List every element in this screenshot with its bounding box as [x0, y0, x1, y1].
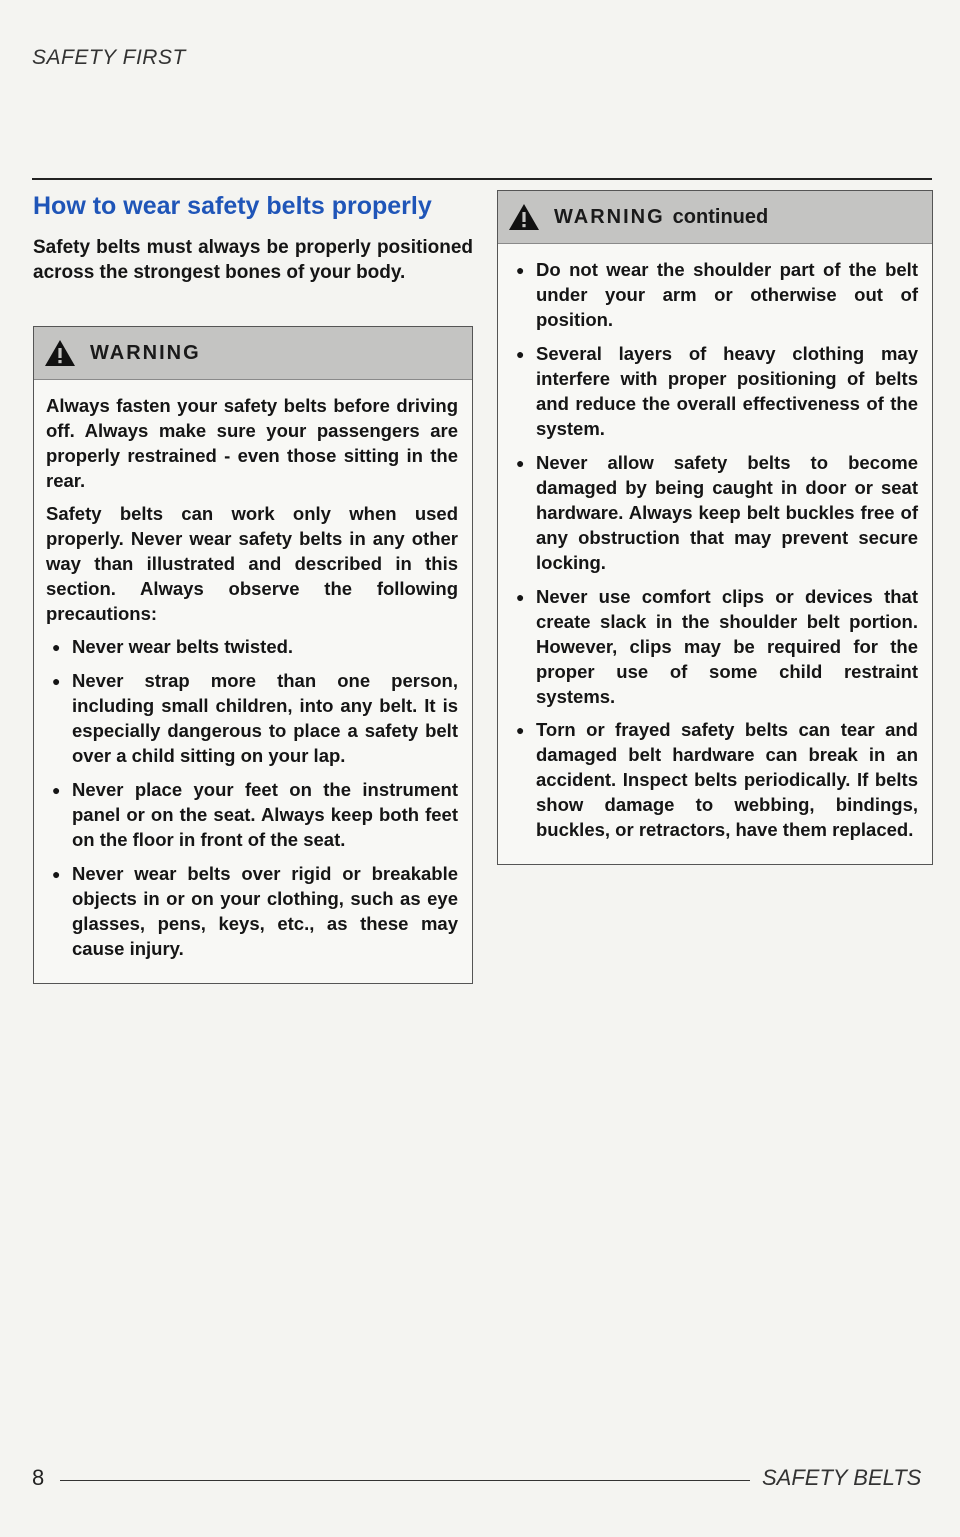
left-column [33, 190, 473, 984]
bullet-dot-icon: ● [516, 345, 525, 362]
section-heading: How to wear safety belts properly [33, 192, 432, 220]
bullet-text: Never allow safety belts to become damaged by being caught in door or seat hardware. Always keep belt buckles free of any obstruction that may prevent secure locking. [536, 451, 918, 573]
warning-header [498, 191, 932, 244]
bullet-item [46, 635, 458, 660]
header-divider [32, 178, 932, 180]
warning-box [33, 326, 473, 983]
warning-continued-box [497, 190, 933, 865]
bullet-item [510, 258, 918, 333]
warning-paragraph: Always fasten your safety belts before driving off. Always make sure your passengers are properly restrained - even those sitting in the rear. [46, 395, 458, 492]
warning-continued-label: continued [672, 205, 769, 228]
warning-triangle-icon [44, 339, 76, 367]
running-footer: SAFETY BELTS [762, 1465, 922, 1490]
bullet-item [46, 778, 458, 853]
bullet-text: Torn or frayed safety belts can tear and damaged belt hardware can break in an accident. Inspect belts periodically. If belts show damage to webbing, bindings, buckles, or retractors, have them replaced. [536, 719, 918, 841]
intro-paragraph: Safety belts must always be properly positioned across the strongest bones of your body. [33, 236, 473, 284]
bullet-text: Do not wear the shoulder part of the belt under your arm or otherwise out of position. [536, 259, 918, 330]
bullet-item [46, 862, 458, 962]
bullet-item [510, 342, 918, 442]
bullet-item [46, 669, 458, 769]
warning-body [34, 380, 472, 982]
footer-divider [60, 1480, 750, 1481]
warning-paragraph: Safety belts can work only when used properly. Never wear safety belts in any other way than illustrated and described in this section. Always observe the following precautions: [46, 503, 458, 624]
bullet-text: Never place your feet on the instrument panel or on the seat. Always keep both feet on the floor in front of the seat. [72, 778, 458, 850]
bullet-text: Never strap more than one person, including small children, into any belt. It is especially dangerous to place a safety belt over a child sitting on your lap. [72, 669, 458, 766]
bullet-dot-icon: ● [52, 672, 61, 689]
bullet-dot-icon: ● [516, 588, 525, 605]
bullet-dot-icon: ● [52, 638, 61, 655]
bullet-item [510, 585, 918, 710]
bullet-text: Never use comfort clips or devices that create slack in the shoulder belt portion. However, clips may be required for the proper use of some child restraint systems. [536, 585, 918, 707]
right-column [497, 190, 933, 865]
warning-body [498, 244, 932, 864]
running-header: SAFETY FIRST [32, 46, 186, 69]
warning-title: WARNING [90, 341, 201, 364]
bullet-item [510, 718, 918, 843]
bullet-text: Never wear belts twisted. [72, 635, 294, 657]
bullet-dot-icon: ● [516, 454, 525, 471]
bullet-dot-icon: ● [516, 722, 525, 739]
warning-triangle-icon [508, 203, 540, 231]
bullet-item [510, 451, 918, 576]
bullet-text: Never wear belts over rigid or breakable objects in or on your clothing, such as eye glasses, pens, keys, etc., as these may cause injury. [72, 862, 458, 959]
warning-header [34, 327, 472, 380]
bullet-dot-icon: ● [516, 262, 525, 278]
warning-title: WARNING [554, 205, 665, 228]
bullet-dot-icon: ● [52, 781, 61, 798]
page-number: 8 [32, 1465, 45, 1490]
bullet-dot-icon: ● [52, 865, 61, 882]
bullet-text: Several layers of heavy clothing may interfere with proper positioning of belts and reduce the overall effectiveness of the system. [536, 342, 918, 439]
